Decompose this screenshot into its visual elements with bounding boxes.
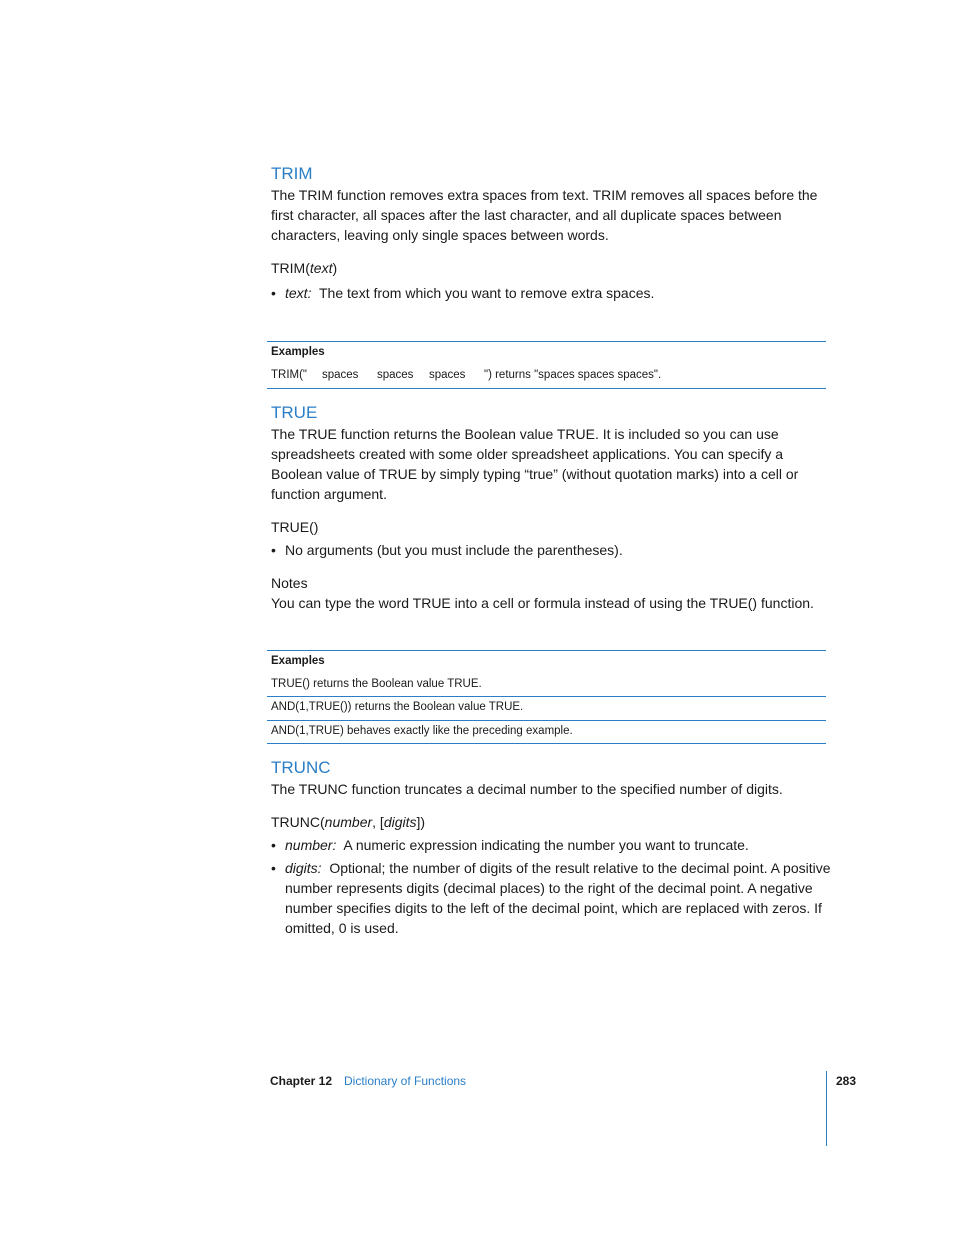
page-number: 283 <box>836 1074 857 1088</box>
trim-syntax: TRIM(text) <box>271 260 338 276</box>
trim-description: The TRIM function removes extra spaces from text. TRIM removes all spaces before the first character, all spaces after the last character, and all duplicate spaces between characters, leaving only single spaces between words. <box>271 187 818 243</box>
trunc-description: The TRUNC function truncates a decimal number to the specified number of digits. <box>271 781 783 797</box>
footer-chapter-title[interactable]: Dictionary of Functions <box>344 1074 467 1088</box>
true-notes-heading: Notes <box>271 575 308 591</box>
table-top-rule <box>267 650 826 651</box>
trunc-syntax: TRUNC(number, [digits]) <box>271 814 426 830</box>
true-example-row: AND(1,TRUE()) returns the Boolean value TRUE. <box>271 701 524 713</box>
true-syntax: TRUE() <box>271 519 319 535</box>
arg-name: text: <box>285 285 312 301</box>
arg-name: number: <box>285 837 337 853</box>
bullet-mark: • <box>271 542 276 558</box>
footer-divider <box>826 1071 827 1146</box>
true-description: The TRUE function returns the Boolean value TRUE. It is included so you can use spreadsheets created with some older spreadsheet applications. You can specify a Boolean value of TRUE by simply typing “true” (without quotation marks) into a cell or function argument. <box>271 426 799 502</box>
true-examples-header: Examples <box>271 655 325 667</box>
trunc-arg-number <box>271 835 831 855</box>
trim-heading: TRIM <box>271 164 313 183</box>
footer-chapter: Chapter 12 <box>270 1074 333 1088</box>
bullet-mark: • <box>271 837 276 853</box>
arg-desc: The text from which you want to remove extra spaces. <box>319 285 655 301</box>
trim-example-row: TRIM(" spaces spaces spaces ") returns "spaces spaces spaces". <box>271 369 662 381</box>
trim-examples-header: Examples <box>271 346 325 358</box>
table-bottom-rule <box>267 743 826 744</box>
true-heading: TRUE <box>271 403 318 422</box>
bullet-mark: • <box>271 285 276 301</box>
arg-desc: A numeric expression indicating the number you want to truncate. <box>343 837 749 853</box>
arg-name: digits: <box>285 860 322 876</box>
trunc-heading: TRUNC <box>271 758 331 777</box>
true-example-row: TRUE() returns the Boolean value TRUE. <box>271 678 482 690</box>
true-no-args: • No arguments (but you must include the parentheses). <box>271 542 623 558</box>
table-row-rule <box>267 720 826 721</box>
table-row-rule <box>267 696 826 697</box>
true-example-row: AND(1,TRUE) behaves exactly like the preceding example. <box>271 725 573 737</box>
bullet-mark: • <box>271 860 276 876</box>
trim-arg-text <box>271 283 831 303</box>
table-bottom-rule <box>267 388 826 389</box>
arg-desc: Optional; the number of digits of the result relative to the decimal point. A positive number represents digits (decimal places) to the right of the decimal point. A negative number specifies digits to the left of the decimal point, which are replaced with zeros. If omitted, 0 is used. <box>285 860 831 936</box>
trunc-arg-digits <box>271 858 831 938</box>
true-notes-text: You can type the word TRUE into a cell or formula instead of using the TRUE() function. <box>271 595 814 611</box>
table-top-rule <box>267 341 826 342</box>
